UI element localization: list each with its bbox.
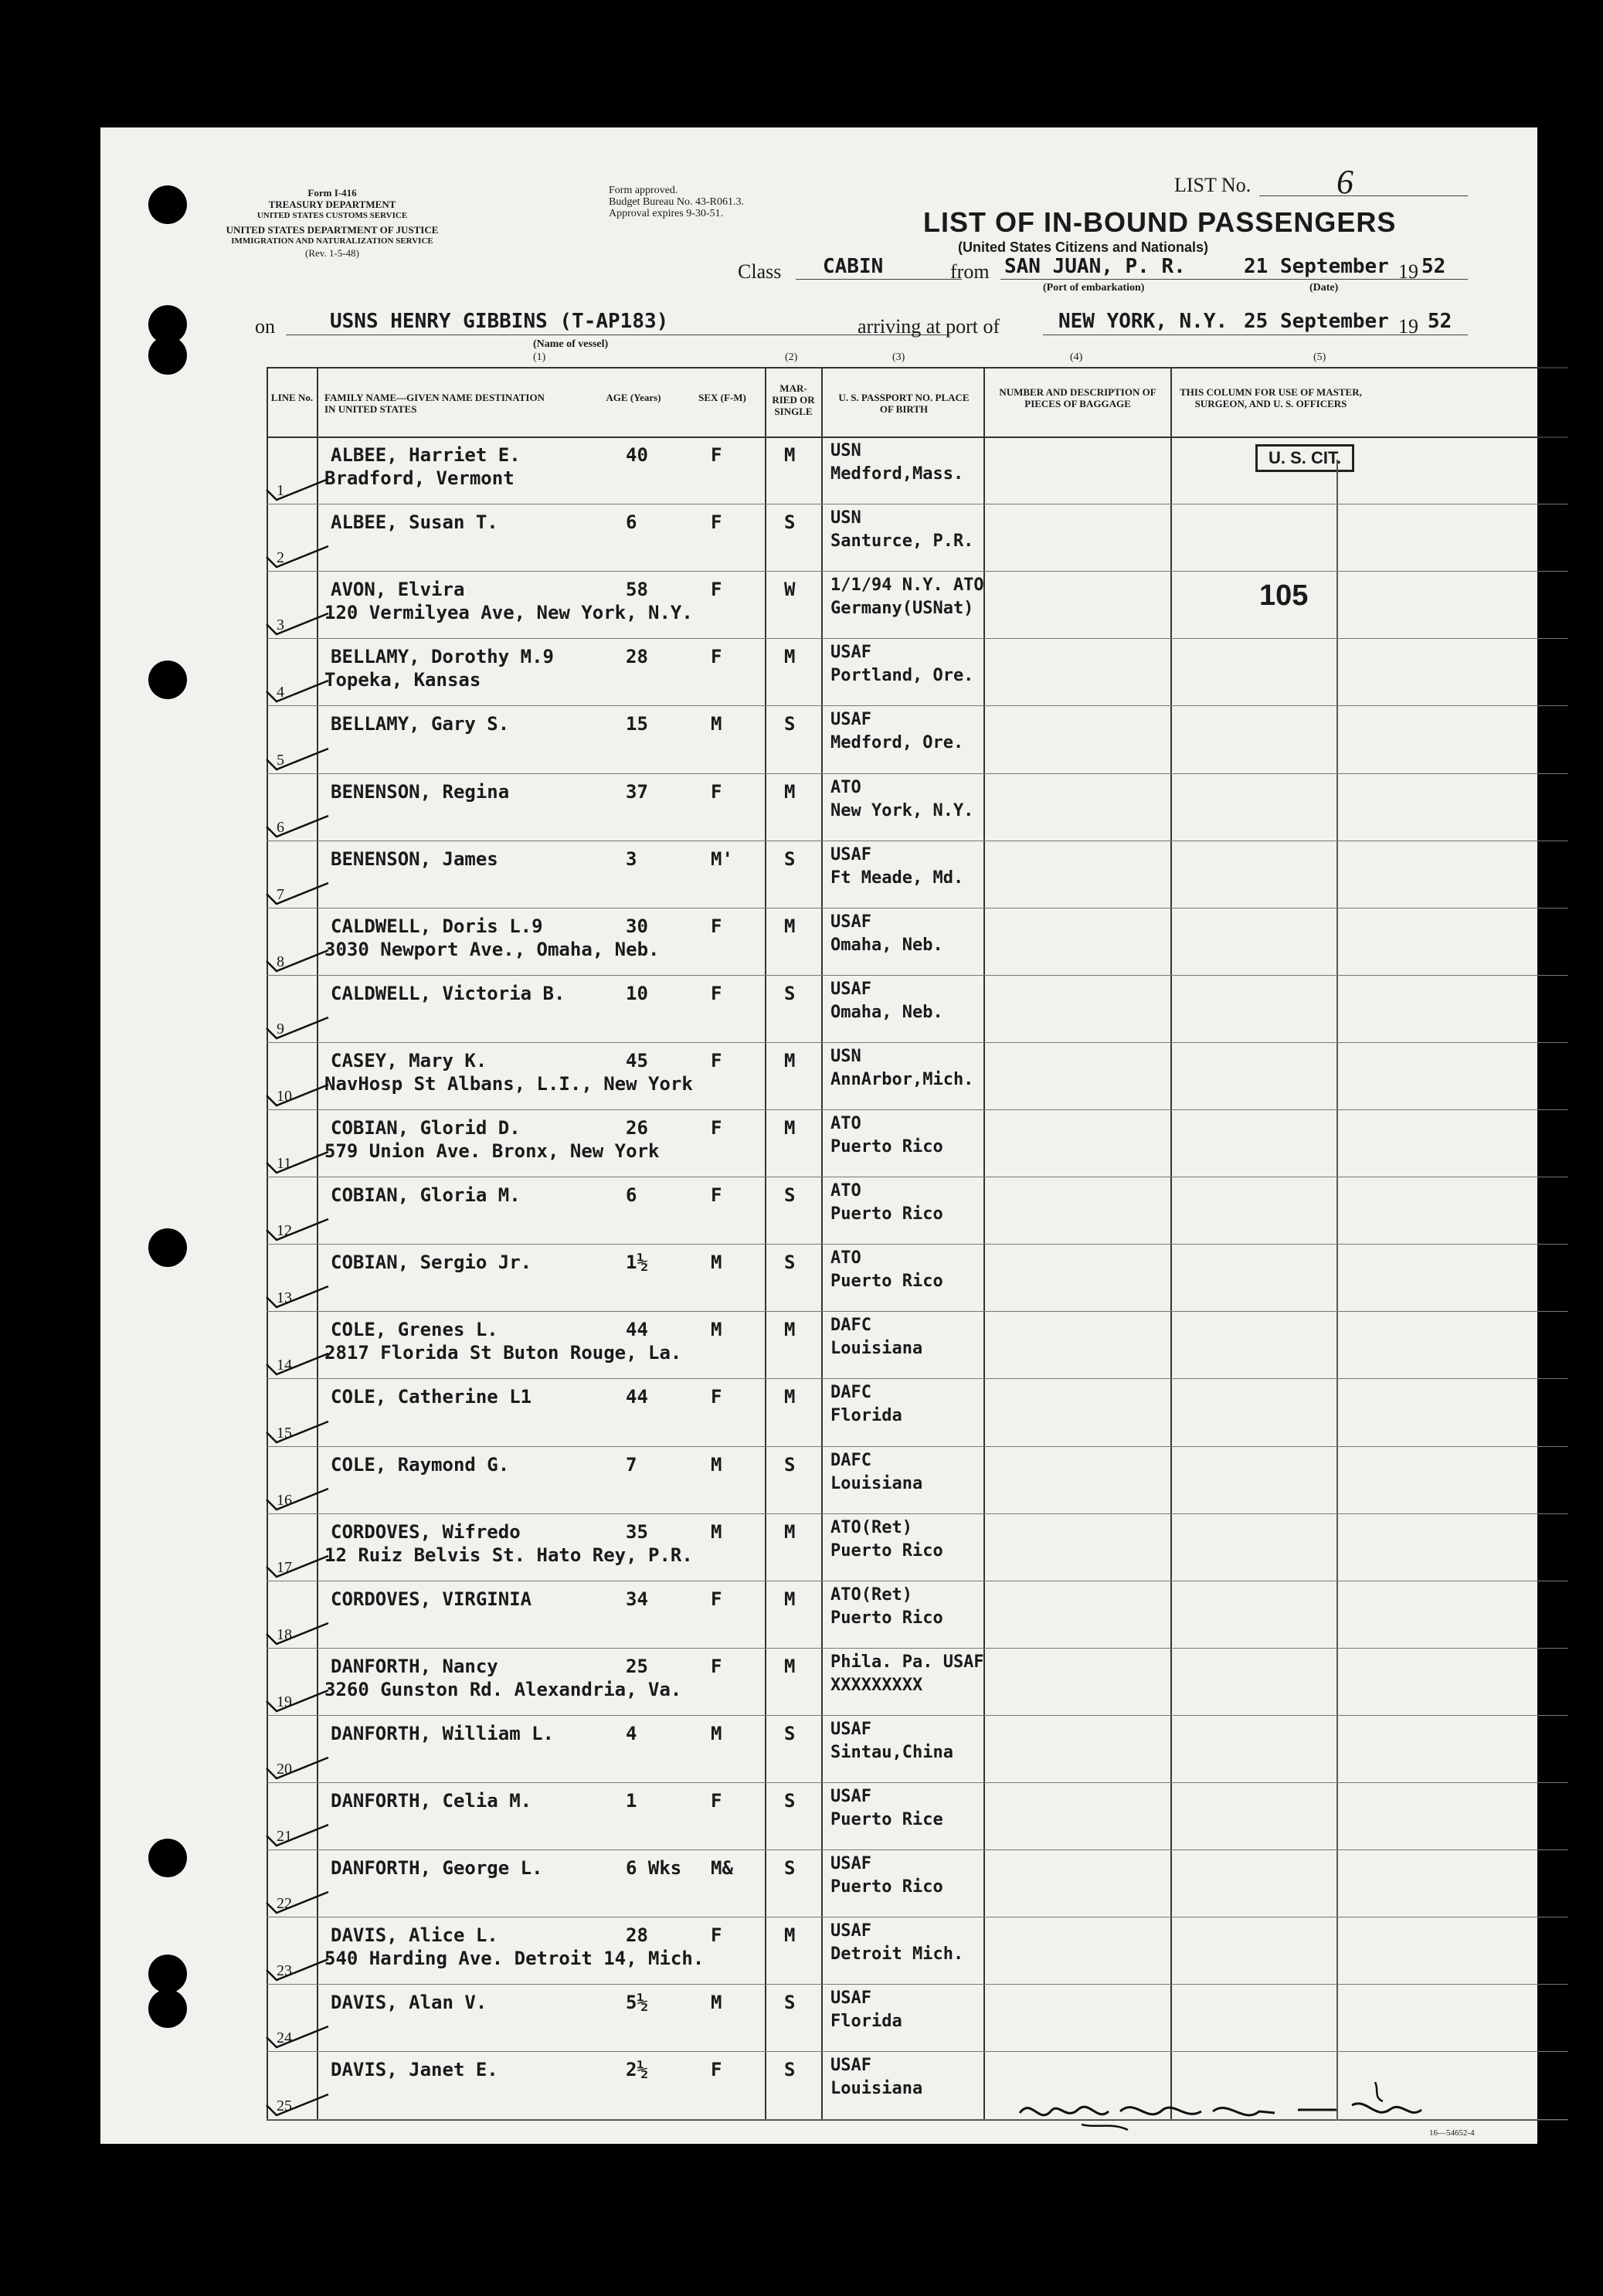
passenger-destination: 12 Ruiz Belvis St. Hato Rey, P.R. — [324, 1544, 693, 1566]
dept-customs: UNITED STATES CUSTOMS SERVICE — [256, 211, 408, 220]
row-checkmark — [263, 1684, 332, 1715]
passenger-birthplace: Detroit Mich. — [830, 1944, 964, 1965]
departure-date: 21 September — [1244, 255, 1389, 278]
us-citizen-stamp: U. S. CIT. — [1255, 444, 1354, 472]
col-num-5: (5) — [1313, 352, 1326, 363]
row-divider — [267, 773, 1568, 774]
arrival-year: 52 — [1428, 310, 1452, 333]
passenger-marital-status: M — [784, 1049, 796, 1072]
passenger-marital-status: M — [784, 1588, 796, 1610]
passenger-sex: M — [711, 1992, 722, 2014]
passenger-passport: USAF — [830, 844, 871, 864]
passenger-destination: 2817 Florida St Buton Rouge, La. — [324, 1342, 682, 1364]
col-divider-married — [765, 367, 766, 2119]
passenger-age: 3 — [626, 847, 637, 870]
passenger-age: 35 — [626, 1520, 648, 1543]
passenger-passport: Phila. Pa. USAF — [830, 1652, 984, 1672]
page-title: LIST OF IN-BOUND PASSENGERS — [923, 206, 1397, 238]
passenger-sex: M — [711, 1520, 722, 1543]
vessel-caption: (Name of vessel) — [533, 338, 609, 350]
row-line-number: 18 — [277, 1625, 292, 1643]
row-checkmark — [263, 1819, 332, 1849]
passenger-marital-status: W — [784, 579, 796, 601]
passenger-birthplace: Santurce, P.R. — [830, 532, 974, 552]
form-revision: (Rev. 1-5-48) — [305, 247, 359, 259]
row-divider — [267, 1715, 1568, 1716]
passenger-name: CALDWELL, Doris L.9 — [331, 915, 543, 937]
row-divider — [267, 1446, 1568, 1447]
passenger-passport: USAF — [830, 979, 871, 999]
row-checkmark — [263, 540, 332, 571]
row-line-number: 10 — [277, 1088, 292, 1105]
row-checkmark — [263, 1415, 332, 1446]
passenger-sex: F — [711, 1655, 722, 1677]
passenger-sex: F — [711, 646, 722, 668]
passenger-marital-status: M — [784, 444, 796, 466]
passenger-passport: USAF — [830, 643, 871, 663]
class-label: Class — [738, 260, 782, 283]
row-line-number: 23 — [277, 1962, 292, 1980]
passenger-sex: F — [711, 1049, 722, 1072]
passenger-passport: DAFC — [830, 1316, 871, 1336]
row-divider — [267, 638, 1568, 639]
passenger-passport: DAFC — [830, 1450, 871, 1470]
passenger-passport: USN — [830, 508, 861, 528]
passenger-destination: 120 Vermilyea Ave, New York, N.Y. — [324, 602, 693, 624]
row-divider — [267, 1782, 1568, 1783]
row-checkmark — [263, 1550, 332, 1581]
col-header-name: FAMILY NAME—GIVEN NAME DESTINATION IN UNITED STATES — [324, 392, 545, 415]
passenger-name: CASEY, Mary K. — [331, 1049, 487, 1072]
passenger-age: 2½ — [626, 2059, 648, 2081]
passenger-marital-status: M — [784, 1386, 796, 1408]
passenger-name: CORDOVES, VIRGINIA — [331, 1588, 532, 1610]
row-divider — [267, 1311, 1568, 1312]
passenger-marital-status: S — [784, 713, 796, 735]
passenger-marital-status: M — [784, 1655, 796, 1677]
date-caption: (Date) — [1309, 282, 1339, 294]
passenger-marital-status: M — [784, 1319, 796, 1341]
passenger-age: 5½ — [626, 1992, 648, 2014]
binder-hole — [148, 1839, 187, 1877]
passenger-name: DAVIS, Alan V. — [331, 1992, 487, 2014]
passenger-destination: 540 Harding Ave. Detroit 14, Mich. — [324, 1948, 705, 1970]
passenger-name: CORDOVES, Wifredo — [331, 1520, 521, 1543]
row-checkmark — [263, 1347, 332, 1378]
passenger-age: 10 — [626, 982, 648, 1004]
row-checkmark — [263, 1280, 332, 1311]
passenger-passport: ATO — [830, 1181, 861, 1201]
passenger-name: BELLAMY, Dorothy M.9 — [331, 646, 554, 668]
passenger-age: 28 — [626, 646, 648, 668]
departure-year: 52 — [1421, 255, 1446, 278]
passenger-name: DAVIS, Alice L. — [331, 1924, 498, 1947]
passenger-sex: M — [711, 1722, 722, 1744]
passenger-sex: M — [711, 1319, 722, 1341]
form-number: Form I-416 — [307, 187, 357, 199]
passenger-age: 44 — [626, 1386, 648, 1408]
passenger-destination: NavHosp St Albans, L.I., New York — [324, 1072, 693, 1095]
passenger-birthplace: Germany(USNat) — [830, 599, 974, 619]
from-label: from — [950, 260, 990, 283]
row-divider — [267, 1984, 1568, 1985]
passenger-marital-status: S — [784, 1790, 796, 1812]
row-line-number: 19 — [277, 1693, 292, 1710]
row-checkmark — [263, 674, 332, 705]
col-header-baggage: NUMBER AND DESCRIPTION OF PIECES OF BAGGAGE — [999, 386, 1156, 409]
row-line-number: 3 — [277, 616, 284, 634]
passenger-birthplace: Puerto Rico — [830, 1272, 943, 1292]
passenger-age: 4 — [626, 1722, 637, 1744]
row-checkmark — [263, 944, 332, 975]
passenger-birthplace: XXXXXXXXX — [830, 1675, 923, 1695]
col-divider-passport — [821, 367, 823, 2119]
approval-line-1: Form approved. — [609, 185, 678, 196]
row-line-number: 2 — [277, 549, 284, 567]
passenger-birthplace: Omaha, Neb. — [830, 1002, 943, 1022]
passenger-age: 7 — [626, 1453, 637, 1476]
row-divider — [267, 1378, 1568, 1379]
passenger-marital-status: M — [784, 1924, 796, 1947]
table-top-border — [267, 367, 1568, 369]
dept-treasury: TREASURY DEPARTMENT — [268, 199, 396, 210]
passenger-birthplace: Ft Meade, Md. — [830, 868, 964, 888]
binder-hole — [148, 1955, 187, 1993]
passenger-marital-status: S — [784, 1722, 796, 1744]
arrival-date: 25 September — [1244, 310, 1389, 333]
arriving-label: arriving at port of — [858, 315, 1000, 338]
passenger-age: 58 — [626, 579, 648, 601]
passenger-passport: USAF — [830, 912, 871, 932]
passenger-destination: 3260 Gunston Rd. Alexandria, Va. — [324, 1678, 682, 1700]
passenger-marital-status: M — [784, 915, 796, 937]
passenger-marital-status: M — [784, 780, 796, 803]
row-checkmark — [263, 1078, 332, 1109]
passenger-age: 26 — [626, 1117, 648, 1139]
officer-pencil-line — [1336, 460, 1338, 2121]
row-divider — [267, 1244, 1568, 1245]
passenger-birthplace: Sintau,China — [830, 1742, 953, 1762]
form-code: 16—54652-4 — [1429, 2128, 1475, 2138]
passenger-sex: F — [711, 1924, 722, 1947]
passenger-birthplace: Florida — [830, 2012, 902, 2032]
binder-hole — [148, 1228, 187, 1267]
on-label: on — [255, 315, 275, 338]
passenger-age: 37 — [626, 780, 648, 803]
passenger-sex: F — [711, 915, 722, 937]
passenger-marital-status: S — [784, 847, 796, 870]
passenger-passport: USAF — [830, 1989, 871, 2009]
approval-line-3: Approval expires 9-30-51. — [609, 208, 724, 219]
embark-port: SAN JUAN, P. R. — [1004, 255, 1186, 278]
passenger-destination: 3030 Newport Ave., Omaha, Neb. — [324, 938, 660, 960]
row-line-number: 25 — [277, 2097, 292, 2114]
class-underline — [796, 279, 962, 280]
passenger-passport: ATO — [830, 777, 861, 797]
passenger-passport: ATO — [830, 1248, 861, 1269]
dept-ins: IMMIGRATION AND NATURALIZATION SERVICE — [231, 236, 433, 246]
passenger-sex: M' — [711, 847, 733, 870]
passenger-name: DANFORTH, Nancy — [331, 1655, 498, 1677]
passenger-marital-status: M — [784, 646, 796, 668]
passenger-birthplace: Florida — [830, 1406, 902, 1426]
row-checkmark — [263, 2088, 332, 2119]
row-divider — [267, 571, 1568, 572]
passenger-name: DANFORTH, Celia M. — [331, 1790, 532, 1812]
passenger-name: COBIAN, Gloria M. — [331, 1184, 521, 1207]
passenger-birthplace: Puerto Rice — [830, 1810, 943, 1829]
passenger-birthplace: New York, N.Y. — [830, 800, 974, 820]
passenger-name: COLE, Catherine L1 — [331, 1386, 532, 1408]
col-header-passport: U. S. PASSPORT NO. PLACE OF BIRTH — [838, 392, 970, 415]
passenger-destination: Bradford, Vermont — [324, 467, 515, 489]
col-header-sex: SEX (F-M) — [698, 392, 746, 403]
passenger-passport: ATO(Ret) — [830, 1584, 912, 1605]
passenger-sex: M — [711, 1252, 722, 1274]
passenger-marital-status: S — [784, 982, 796, 1004]
passenger-age: 1½ — [626, 1252, 648, 1274]
passenger-marital-status: S — [784, 2059, 796, 2081]
passenger-marital-status: S — [784, 511, 796, 534]
passenger-passport: USN — [830, 441, 861, 460]
passenger-marital-status: S — [784, 1252, 796, 1274]
passenger-destination: 579 Union Ave. Bronx, New York — [324, 1140, 660, 1162]
col-header-line: LINE No. — [270, 392, 314, 403]
row-line-number: 21 — [277, 1828, 292, 1846]
passenger-passport: USAF — [830, 2056, 871, 2076]
class-value: CABIN — [823, 255, 884, 278]
row-checkmark — [263, 1483, 332, 1513]
passenger-name: COLE, Grenes L. — [331, 1319, 498, 1341]
passenger-age: 44 — [626, 1319, 648, 1341]
passenger-sex: F — [711, 2059, 722, 2081]
row-checkmark — [263, 1886, 332, 1917]
passenger-age: 30 — [626, 915, 648, 937]
passenger-sex: F — [711, 1588, 722, 1610]
passenger-sex: F — [711, 1790, 722, 1812]
passenger-age: 28 — [626, 1924, 648, 1947]
passenger-name: BELLAMY, Gary S. — [331, 713, 510, 735]
col-divider-baggage — [983, 367, 985, 2119]
passenger-destination: Topeka, Kansas — [324, 669, 481, 691]
passenger-passport: USAF — [830, 710, 871, 730]
passenger-name: CALDWELL, Victoria B. — [331, 982, 565, 1004]
passenger-name: COBIAN, Sergio Jr. — [331, 1252, 532, 1274]
officer-signature — [1012, 2082, 1445, 2136]
row-checkmark — [263, 1011, 332, 1042]
row-line-number: 11 — [277, 1155, 292, 1173]
passenger-marital-status: S — [784, 1453, 796, 1476]
passenger-birthplace: Louisiana — [830, 1339, 923, 1359]
passenger-age: 6 Wks — [626, 1857, 682, 1880]
col-header-married: MAR- RIED OR SINGLE — [772, 382, 815, 417]
passenger-name: BENENSON, Regina — [331, 780, 510, 803]
passenger-age: 1 — [626, 1790, 637, 1812]
row-line-number: 20 — [277, 1761, 292, 1778]
passenger-name: ALBEE, Susan T. — [331, 511, 498, 534]
passenger-name: COBIAN, Glorid D. — [331, 1117, 521, 1139]
page-subtitle: (United States Citizens and Nationals) — [958, 239, 1209, 255]
row-checkmark — [263, 877, 332, 908]
col-header-age: AGE (Years) — [606, 392, 661, 403]
row-divider — [267, 1513, 1568, 1514]
dept-justice: UNITED STATES DEPARTMENT OF JUSTICE — [226, 224, 439, 236]
passenger-name: COLE, Raymond G. — [331, 1453, 510, 1476]
row-line-number: 6 — [277, 818, 284, 836]
row-line-number: 17 — [277, 1558, 292, 1576]
passenger-birthplace: Louisiana — [830, 1473, 923, 1493]
passenger-birthplace: Medford,Mass. — [830, 464, 964, 484]
passenger-sex: M — [711, 713, 722, 735]
row-divider — [267, 908, 1568, 909]
arrival-port: NEW YORK, N.Y. — [1058, 310, 1228, 333]
passenger-passport: USAF — [830, 1787, 871, 1806]
passenger-name: DANFORTH, George L. — [331, 1857, 543, 1880]
row-checkmark — [263, 473, 332, 504]
passenger-passport: USAF — [830, 1719, 871, 1739]
col-num-2: (2) — [785, 352, 798, 363]
passenger-birthplace: Puerto Rico — [830, 1137, 943, 1156]
passenger-sex: F — [711, 1117, 722, 1139]
row-checkmark — [263, 810, 332, 841]
binder-hole — [148, 185, 187, 224]
passenger-count: 105 — [1259, 579, 1309, 612]
row-line-number: 22 — [277, 1895, 292, 1913]
table-header-border — [267, 436, 1568, 438]
passenger-age: 15 — [626, 713, 648, 735]
passenger-birthplace: Puerto Rico — [830, 1877, 943, 1897]
passenger-age: 45 — [626, 1049, 648, 1072]
passenger-sex: F — [711, 1386, 722, 1408]
passenger-birthplace: AnnArbor,Mich. — [830, 1069, 974, 1089]
passenger-passport: ATO — [830, 1114, 861, 1133]
passenger-age: 6 — [626, 1184, 637, 1207]
row-line-number: 9 — [277, 1020, 284, 1038]
passenger-birthplace: Omaha, Neb. — [830, 935, 943, 955]
passenger-marital-status: M — [784, 1520, 796, 1543]
passenger-name: DAVIS, Janet E. — [331, 2059, 498, 2081]
passenger-marital-status: S — [784, 1857, 796, 1880]
row-checkmark — [263, 1146, 332, 1177]
binder-hole — [148, 1989, 187, 2028]
col-num-4: (4) — [1070, 352, 1083, 363]
passenger-sex: M — [711, 1453, 722, 1476]
row-divider — [267, 2051, 1568, 2052]
passenger-name: DANFORTH, William L. — [331, 1722, 554, 1744]
row-line-number: 16 — [277, 1491, 292, 1509]
passenger-passport: USAF — [830, 1854, 871, 1874]
passenger-birthplace: Portland, Ore. — [830, 666, 974, 686]
passenger-sex: F — [711, 579, 722, 601]
row-divider — [267, 1042, 1568, 1043]
list-no-value: 6 — [1336, 163, 1353, 201]
passenger-sex: M& — [711, 1857, 733, 1880]
list-no-label: LIST No. — [1174, 174, 1251, 196]
passenger-sex: F — [711, 511, 722, 534]
row-checkmark — [263, 607, 332, 638]
col-num-1: (1) — [533, 352, 546, 363]
passenger-marital-status: S — [784, 1184, 796, 1207]
col-num-3: (3) — [892, 352, 905, 363]
row-line-number: 8 — [277, 953, 284, 970]
embark-caption: (Port of embarkation) — [1043, 282, 1145, 294]
passenger-birthplace: Medford, Ore. — [830, 733, 964, 753]
row-divider — [267, 1648, 1568, 1649]
row-divider — [267, 1109, 1568, 1110]
passenger-age: 34 — [626, 1588, 648, 1610]
row-line-number: 15 — [277, 1424, 292, 1442]
row-divider — [267, 975, 1568, 976]
year-prefix-2: 19 — [1398, 315, 1418, 338]
row-divider — [267, 1849, 1568, 1850]
row-line-number: 14 — [277, 1357, 292, 1374]
passenger-sex: F — [711, 444, 722, 466]
row-checkmark — [263, 1617, 332, 1648]
passenger-sex: F — [711, 982, 722, 1004]
row-divider — [267, 705, 1568, 706]
passenger-birthplace: Puerto Rico — [830, 1540, 943, 1561]
row-checkmark — [263, 742, 332, 773]
passenger-passport: USN — [830, 1046, 861, 1066]
row-line-number: 13 — [277, 1289, 292, 1307]
passenger-passport: USAF — [830, 1921, 871, 1941]
row-checkmark — [263, 2020, 332, 2051]
passenger-passport: 1/1/94 N.Y. ATO — [830, 576, 984, 596]
passenger-name: AVON, Elvira — [331, 579, 465, 601]
passenger-marital-status: S — [784, 1992, 796, 2014]
passenger-birthplace: Louisiana — [830, 2079, 923, 2099]
year-prefix-1: 19 — [1398, 260, 1418, 283]
vessel-name: USNS HENRY GIBBINS (T-AP183) — [330, 310, 669, 333]
row-line-number: 7 — [277, 885, 284, 903]
row-line-number: 4 — [277, 684, 284, 701]
passenger-age: 6 — [626, 511, 637, 534]
binder-hole — [148, 336, 187, 375]
date-underline — [1244, 279, 1468, 280]
binder-hole — [148, 661, 187, 699]
row-line-number: 12 — [277, 1222, 292, 1240]
passenger-birthplace: Puerto Rico — [830, 1204, 943, 1224]
passenger-birthplace: Puerto Rico — [830, 1608, 943, 1628]
row-checkmark — [263, 1213, 332, 1244]
passenger-passport: ATO(Ret) — [830, 1517, 912, 1537]
row-line-number: 5 — [277, 751, 284, 769]
passenger-age: 40 — [626, 444, 648, 466]
row-line-number: 24 — [277, 2029, 292, 2047]
passenger-name: BENENSON, James — [331, 847, 498, 870]
row-checkmark — [263, 1751, 332, 1782]
col-header-officers: THIS COLUMN FOR USE OF MASTER, SURGEON, AND U. S. OFFICERS — [1180, 386, 1362, 409]
passenger-name: ALBEE, Harriet E. — [331, 444, 521, 466]
passenger-sex: F — [711, 780, 722, 803]
approval-line-2: Budget Bureau No. 43-R061.3. — [609, 196, 744, 208]
passenger-marital-status: M — [784, 1117, 796, 1139]
manifest-page — [100, 127, 1537, 2144]
passenger-age: 25 — [626, 1655, 648, 1677]
passenger-sex: F — [711, 1184, 722, 1207]
row-checkmark — [263, 1953, 332, 1984]
passenger-passport: DAFC — [830, 1383, 871, 1403]
list-no-underline — [1259, 195, 1468, 196]
row-line-number: 1 — [277, 482, 284, 500]
col-divider-officers — [1170, 367, 1172, 2119]
